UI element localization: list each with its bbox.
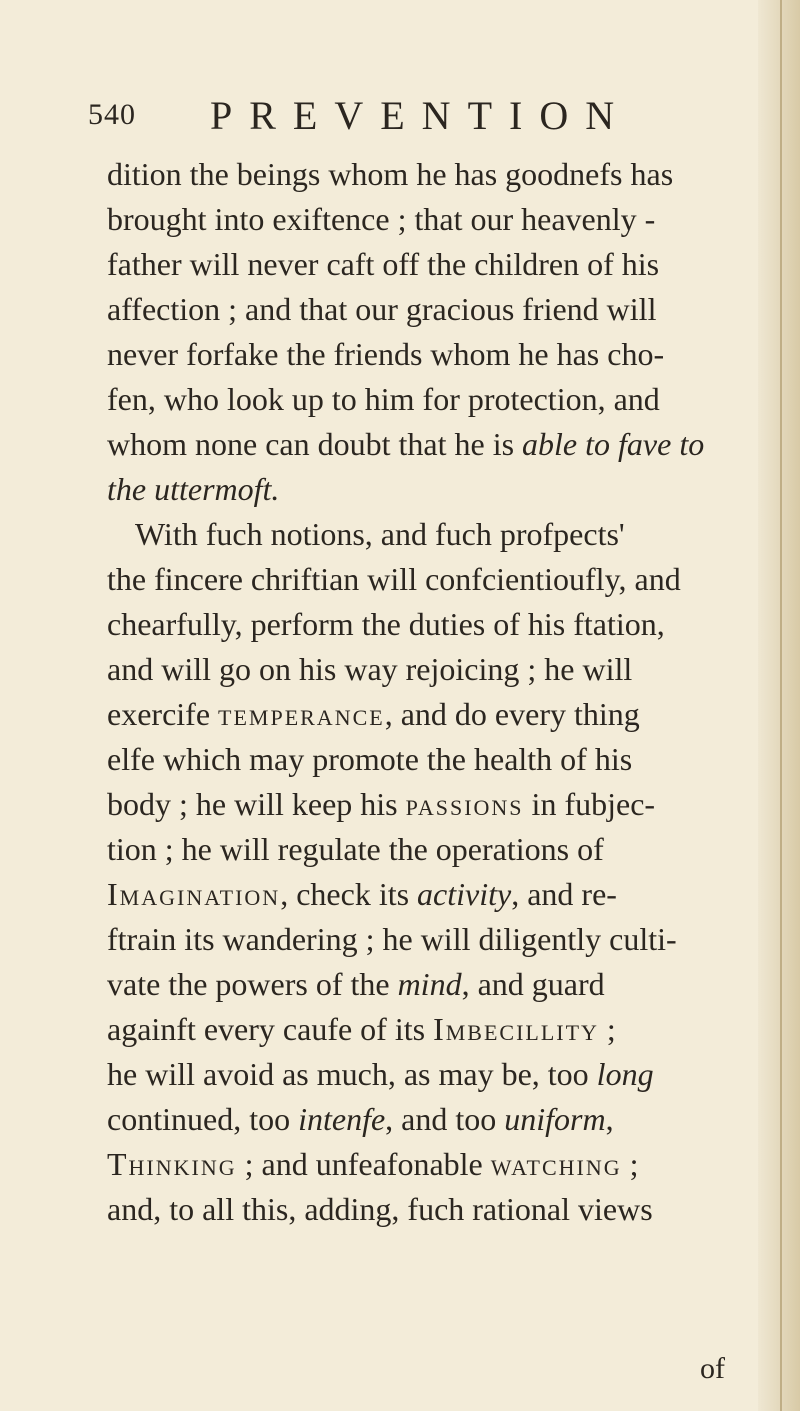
text-run: body ; he will keep his (107, 786, 406, 822)
text-line: chearfully, perform the duties of his ftation, (107, 606, 665, 642)
text-line (107, 1007, 727, 1052)
text-line: ftrain its wandering ; he will diligently culti- (107, 921, 677, 957)
text-line (107, 1097, 727, 1142)
small-caps-run: Imbecillity (433, 1011, 599, 1047)
text-run: , and re- (511, 876, 617, 912)
page-gutter-line (780, 0, 782, 1411)
text-run: he will avoid as much, as may be, too (107, 1056, 597, 1092)
small-caps-run: Imagination (107, 876, 281, 912)
text-line: father will never caft off the children of his (107, 246, 660, 282)
text-line: brought into exiftence ; that our heavenly - (107, 201, 656, 237)
text-line (107, 422, 727, 467)
text-line: tion ; he will regulate the operations of (107, 831, 604, 867)
body-text (107, 152, 727, 1232)
text-run: , and do every thing (384, 696, 640, 732)
text-run: whom none can doubt that he is (107, 426, 523, 462)
text-run: in fubjec- (523, 786, 656, 822)
italic-run: the uttermoft. (107, 471, 280, 507)
page-header (88, 92, 728, 136)
text-run: againft every caufe of its (107, 1011, 434, 1047)
text-run: ; and unfeafonable (236, 1146, 491, 1182)
text-run: continued, too (107, 1101, 299, 1137)
text-run: , and guard (461, 966, 605, 1002)
text-line (107, 962, 727, 1007)
text-run: With fuch notions, and fuch profpects' (135, 516, 625, 552)
small-caps-run: passions (405, 786, 524, 822)
text-run: , and too (385, 1101, 505, 1137)
text-line: affection ; and that our gracious friend will (107, 291, 657, 327)
italic-run: activity (417, 876, 512, 912)
small-caps-run: Thinking (107, 1146, 237, 1182)
small-caps-run: temperance (218, 696, 385, 732)
running-head: PREVENTION (210, 93, 632, 138)
text-line: never forfake the friends whom he has cho- (107, 336, 665, 372)
paragraph-start-line (107, 512, 727, 557)
italic-run: able to fave to (522, 426, 705, 462)
text-run: ; (621, 1146, 639, 1182)
text-line (107, 782, 727, 827)
catchword: of (700, 1352, 725, 1385)
text-line (107, 872, 727, 917)
text-run: ; (598, 1011, 616, 1047)
text-line: elfe which may promote the health of his (107, 741, 633, 777)
text-line: the fincere chriftian will confcientioufly, and (107, 561, 681, 597)
text-run: exercife (107, 696, 219, 732)
text-line: and will go on his way rejoicing ; he will (107, 651, 633, 687)
text-line: fen, who look up to him for protection, and (107, 381, 660, 417)
text-line (107, 1052, 727, 1097)
text-line (107, 1142, 727, 1187)
italic-run: intenfe (298, 1101, 386, 1137)
italic-run: uniform (504, 1101, 606, 1137)
page-number: 540 (88, 98, 136, 131)
small-caps-run: watching (490, 1146, 622, 1182)
text-run: , check its (280, 876, 418, 912)
text-run: , (605, 1101, 614, 1137)
text-line: and, to all this, adding, fuch rational views (107, 1191, 653, 1227)
italic-run: long (596, 1056, 654, 1092)
page-edge (758, 0, 800, 1411)
text-line (107, 467, 727, 512)
italic-run: mind (397, 966, 462, 1002)
text-line: dition the beings whom he has goodnefs has (107, 156, 674, 192)
text-run: vate the powers of the (107, 966, 398, 1002)
text-line (107, 692, 727, 737)
